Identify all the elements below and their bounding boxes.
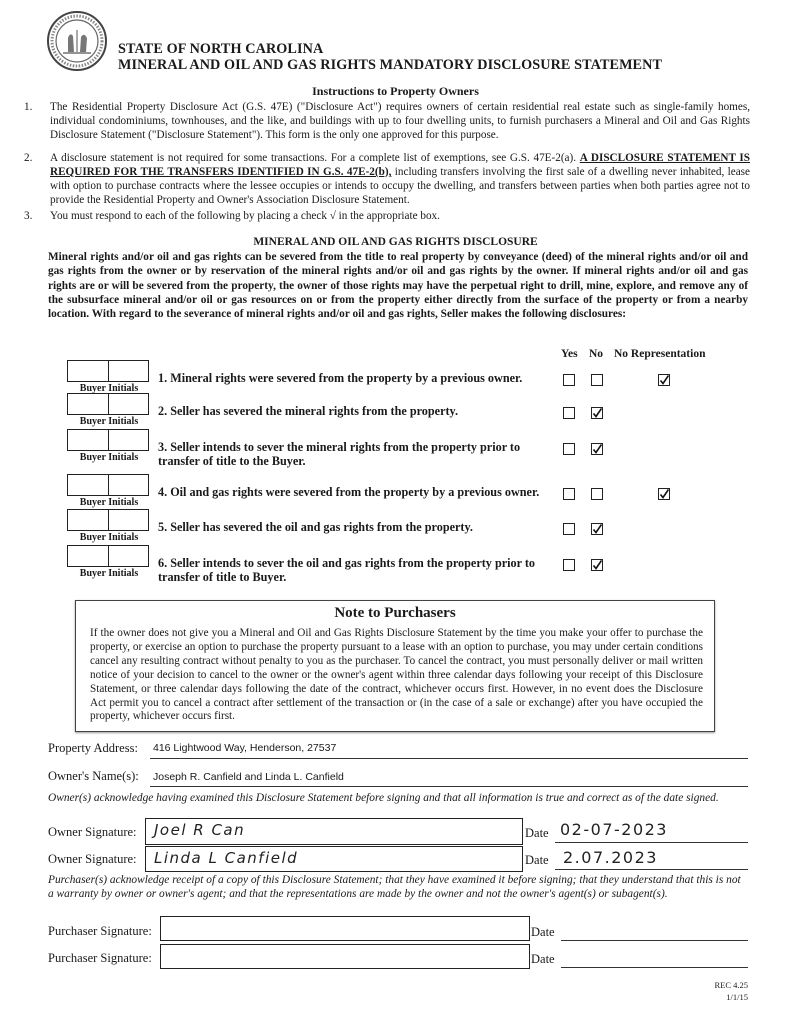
instruction-number: 3. (24, 210, 33, 222)
note-title: Note to Purchasers (334, 605, 456, 621)
purchaser-signature-label: Purchaser Signature: (48, 951, 152, 965)
nc-state-seal-icon (46, 10, 108, 72)
property-address-value[interactable]: 416 Lightwood Way, Henderson, 27537 (153, 742, 337, 754)
owner-signature-field-1[interactable] (145, 818, 523, 845)
owners-name-label: Owner's Name(s): (48, 769, 139, 783)
buyer-initials-field[interactable] (67, 393, 109, 415)
yes-checkbox[interactable] (563, 374, 575, 386)
buyer-initials-boxes (67, 429, 149, 451)
instruction-text: The Residential Property Disclosure Act (G.S. 47E) ("Disclosure Act") requires owners of certain residential real estate such as single-family homes, individual condominiums, townhouses, and the like, and buildings with up to four dwelling units, to furnish purchasers a Mineral and Oil and Gas Rights Disclosure Statement ("Disclosure Statement"). This form is the only one approved for this purpose. (50, 101, 750, 141)
buyer-initials-label: Buyer Initials (79, 416, 139, 427)
buyer-initials-boxes (67, 393, 149, 415)
no-representation-checkbox[interactable] (658, 374, 670, 386)
owner-date-line (555, 842, 748, 843)
instruction-text-part: including transfers involving the first sale of a dwelling never inhabited, lease with option to purchase contracts where the lessee occupies or intends to occupy the dwelling, and transfers between parties when both parties agree not to provide the Residential Property and Owner's Association Disclosure Statement. (50, 166, 751, 206)
owner-signature-label: Owner Signature: (48, 825, 137, 839)
instruction-item-2 (24, 151, 750, 207)
question-text: 5. Seller has severed the oil and gas rights from the property. (158, 520, 473, 534)
instruction-item-1 (24, 100, 750, 142)
owner-date-2[interactable]: 2.07.2023 (563, 848, 658, 867)
purchaser-date-line (561, 967, 748, 968)
buyer-initials-boxes (67, 474, 149, 496)
purchaser-acknowledgement: Purchaser(s) acknowledge receipt of a copy of this Disclosure Statement; that they have examined it before signing; that they understand that this is not a warranty by owner or owner's agent; and that the representations are made by the owner and not the owner's agent(s) or subagent(s). (48, 874, 741, 900)
owner-date-1[interactable]: 02-07-2023 (560, 820, 668, 839)
question-text: 1. Mineral rights were severed from the property by a previous owner. (158, 371, 523, 385)
yes-checkbox[interactable] (563, 443, 575, 455)
purchaser-date-label: Date (531, 952, 555, 966)
buyer-initials-field[interactable] (67, 545, 109, 567)
owner-signature-2: Linda L Canfield (154, 849, 299, 867)
form-title: MINERAL AND OIL AND GAS RIGHTS MANDATORY DISCLOSURE STATEMENT (118, 57, 663, 73)
no-checkbox[interactable] (591, 443, 603, 455)
property-address-label: Property Address: (48, 741, 138, 755)
buyer-initials-field[interactable] (67, 360, 109, 382)
required-transfers-emphasis: A DISCLOSURE STATEMENT IS REQUIRED FOR THE TRANSFERS IDENTIFIED IN G.S. 47E-2(b), (50, 152, 750, 178)
instruction-item-3 (24, 209, 750, 223)
no-checkbox[interactable] (591, 523, 603, 535)
column-header-no: No (589, 348, 604, 360)
purchaser-date-line (561, 940, 748, 941)
question-text: 2. Seller has severed the mineral rights from the property. (158, 404, 459, 418)
buyer-initials-field[interactable] (109, 429, 150, 451)
yes-checkbox[interactable] (563, 488, 575, 500)
purchaser-signature-label: Purchaser Signature: (48, 924, 152, 938)
instruction-text: You must respond to each of the following by placing a check √ in the appropriate box. (50, 210, 440, 222)
buyer-initials-field[interactable] (67, 429, 109, 451)
no-checkbox[interactable] (591, 488, 603, 500)
instruction-number: 1. (24, 101, 33, 113)
yes-checkbox[interactable] (563, 559, 575, 571)
disclosure-body: Mineral rights and/or oil and gas rights can be severed from the title to real property by conveyance (deed) of the mineral rights and/or oil and gas rights from the owner or by reservation of the mineral rights and/or oil and gas rights by the owner. If mineral rights and/or oil and gas rights are or will be severed from the property, the owner of those rights may have the perpetual right to drill, mine, explore, and remove any of the subsurface mineral and/or oil or gas resources on or from the property either directly from the surface of the property or from a nearby location. With regard to the severance of mineral rights and/or oil and gas rights, Seller makes the following disclosures: (48, 251, 748, 321)
instructions-heading: Instructions to Property Owners (312, 84, 479, 98)
owner-signature-field-2[interactable] (145, 846, 523, 872)
instruction-text-part: A disclosure statement is not required for some transactions. For a complete list of exemptions, see G.S. 47E-2(a). (50, 152, 580, 164)
no-checkbox[interactable] (591, 559, 603, 571)
disclosure-heading: MINERAL AND OIL AND GAS RIGHTS DISCLOSURE (253, 236, 538, 248)
owner-signature-1: Joel R Can (154, 821, 246, 839)
note-body: If the owner does not give you a Mineral and Oil and Gas Rights Disclosure Statement by the time you make your offer to purchase the property, or exercise an option to purchase the property pursuant to a lease with an option to purchase, you may under certain conditions cancel any resulting contract without penalty to you as the purchaser. To cancel the contract, you must personally deliver or mail written notice of your decision to cancel to the owner or the owner's agent within three calendar days following your receipt of this Disclosure Statement, or three calendar days following the date of the contract, whichever occurs first. However, in no event does the Disclosure Act permit you to cancel a contract after settlement of the transaction or (in the case of a sale or exchange) after you have occupied the property, whichever occurs first. (90, 627, 703, 723)
form-revision: 1/1/15 (726, 992, 748, 1002)
buyer-initials-label: Buyer Initials (79, 532, 139, 543)
buyer-initials-boxes (67, 545, 149, 567)
buyer-initials-field[interactable] (109, 509, 150, 531)
column-header-no-representation: No Representation (614, 348, 706, 360)
buyer-initials-label: Buyer Initials (79, 383, 139, 394)
instruction-text (50, 151, 750, 207)
property-address-line (150, 758, 748, 759)
no-checkbox[interactable] (591, 374, 603, 386)
purchaser-date-label: Date (531, 925, 555, 939)
buyer-initials-label: Buyer Initials (79, 452, 139, 463)
purchaser-signature-field-1[interactable] (160, 916, 530, 941)
column-header-yes: Yes (561, 348, 578, 360)
owner-acknowledgement: Owner(s) acknowledge having examined this Disclosure Statement before signing and that all information is true and correct as of the date signed. (48, 792, 719, 804)
owner-date-label: Date (525, 826, 549, 840)
question-text: 6. Seller intends to sever the oil and gas rights from the property prior to transfer of title to Buyer. (158, 556, 536, 584)
buyer-initials-label: Buyer Initials (79, 497, 139, 508)
purchaser-signature-field-2[interactable] (160, 944, 530, 969)
owner-signature-label: Owner Signature: (48, 852, 137, 866)
buyer-initials-field[interactable] (67, 509, 109, 531)
owners-name-value[interactable]: Joseph R. Canfield and Linda L. Canfield (153, 771, 344, 783)
question-text: 3. Seller intends to sever the mineral rights from the property prior to transfer of title to the Buyer. (158, 440, 521, 468)
yes-checkbox[interactable] (563, 523, 575, 535)
buyer-initials-field[interactable] (109, 545, 150, 567)
owner-date-label: Date (525, 853, 549, 867)
owners-name-line (150, 786, 748, 787)
buyer-initials-boxes (67, 509, 149, 531)
yes-checkbox[interactable] (563, 407, 575, 419)
owner-date-line (555, 869, 748, 870)
buyer-initials-field[interactable] (109, 474, 150, 496)
buyer-initials-field[interactable] (109, 393, 150, 415)
buyer-initials-field[interactable] (67, 474, 109, 496)
question-text: 4. Oil and gas rights were severed from the property by a previous owner. (158, 485, 540, 499)
instruction-number: 2. (24, 152, 33, 164)
buyer-initials-boxes (67, 360, 149, 382)
no-checkbox[interactable] (591, 407, 603, 419)
buyer-initials-label: Buyer Initials (79, 568, 139, 579)
form-id: REC 4.25 (714, 980, 748, 990)
header-state: STATE OF NORTH CAROLINA (118, 41, 324, 57)
buyer-initials-field[interactable] (109, 360, 150, 382)
no-representation-checkbox[interactable] (658, 488, 670, 500)
